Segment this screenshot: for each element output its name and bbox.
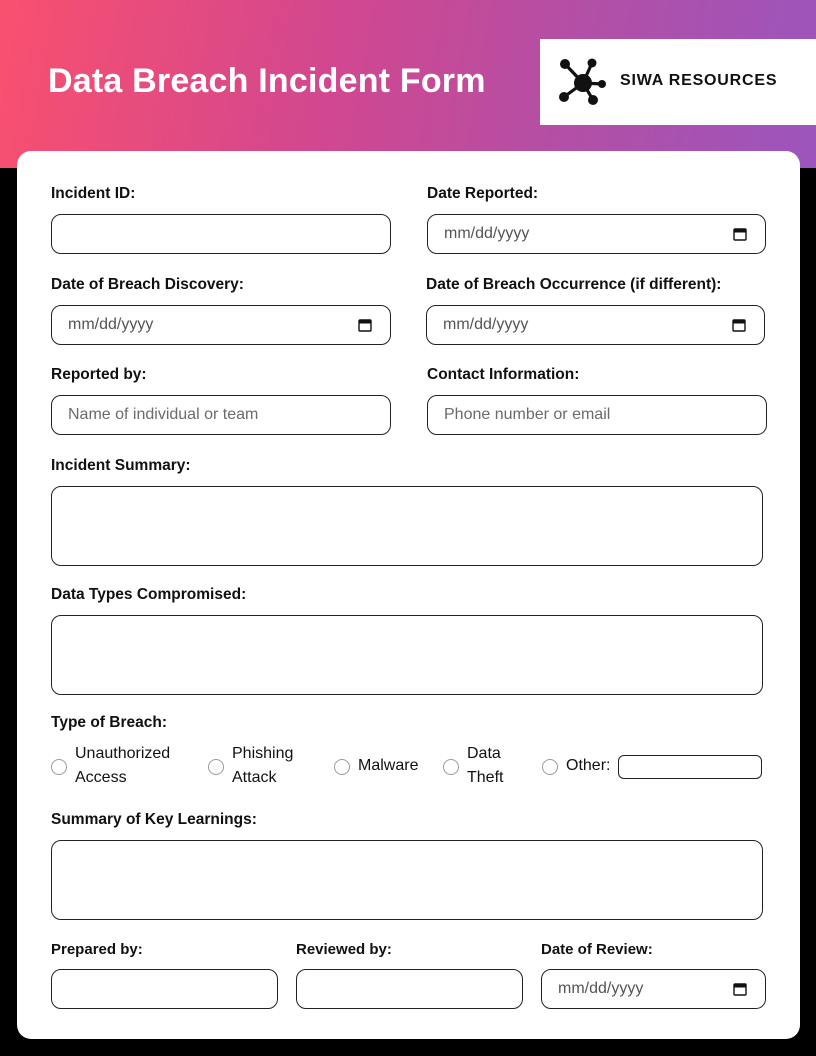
radio-data-theft[interactable] [443,759,459,775]
reviewed-by-label: Reviewed by: [296,941,392,958]
date-of-review-placeholder: mm/dd/yyyy [558,980,644,997]
reviewed-by-input[interactable] [296,969,523,1009]
date-reported-input[interactable] [427,214,766,254]
radio-malware[interactable] [334,759,350,775]
date-reported-label: Date Reported: [427,185,539,202]
calendar-icon[interactable] [732,318,746,332]
reported-by-input[interactable]: Name of individual or team [51,395,391,435]
date-discovery-placeholder: mm/dd/yyyy [68,316,154,333]
date-of-review-input[interactable] [541,969,766,1009]
network-nodes-icon [557,57,607,107]
option-label-unauthorized-access: Unauthorized Access [75,745,171,786]
data-types-label: Data Types Compromised: [51,586,247,603]
key-learnings-textarea[interactable] [51,840,763,920]
option-label-malware: Malware [358,757,419,774]
contact-info-input[interactable]: Phone number or email [427,395,767,435]
contact-info-label: Contact Information: [427,366,580,383]
date-of-review-label: Date of Review: [541,941,653,958]
date-occurrence-placeholder: mm/dd/yyyy [443,316,529,333]
data-types-textarea[interactable] [51,615,763,695]
calendar-icon[interactable] [358,318,372,332]
prepared-by-label: Prepared by: [51,941,143,958]
key-learnings-label: Summary of Key Learnings: [51,811,257,828]
header-banner [0,0,816,168]
calendar-icon[interactable] [733,227,747,241]
prepared-by-input[interactable] [51,969,278,1009]
calendar-icon[interactable] [733,982,747,996]
radio-other[interactable] [542,759,558,775]
incident-id-label: Incident ID: [51,185,136,202]
incident-summary-label: Incident Summary: [51,457,191,474]
page-title: Data Breach Incident Form [48,62,486,100]
company-logo [540,39,816,125]
option-label-data-theft: Data Theft [467,745,504,786]
incident-id-input[interactable] [51,214,391,254]
option-label-other: Other: [566,757,611,774]
incident-summary-textarea[interactable] [51,486,763,566]
radio-phishing-attack[interactable] [208,759,224,775]
radio-unauthorized-access[interactable] [51,759,67,775]
reported-by-label: Reported by: [51,366,147,383]
other-breach-input[interactable] [618,755,762,779]
company-name: SIWA RESOURCES [620,72,778,89]
date-discovery-label: Date of Breach Discovery: [51,276,244,293]
breach-type-label: Type of Breach: [51,714,167,731]
option-label-phishing-attack: Phishing Attack [232,745,294,786]
date-discovery-input[interactable] [51,305,391,345]
date-occurrence-label: Date of Breach Occurrence (if different): [426,276,722,293]
date-occurrence-input[interactable] [426,305,765,345]
date-reported-placeholder: mm/dd/yyyy [444,225,530,242]
